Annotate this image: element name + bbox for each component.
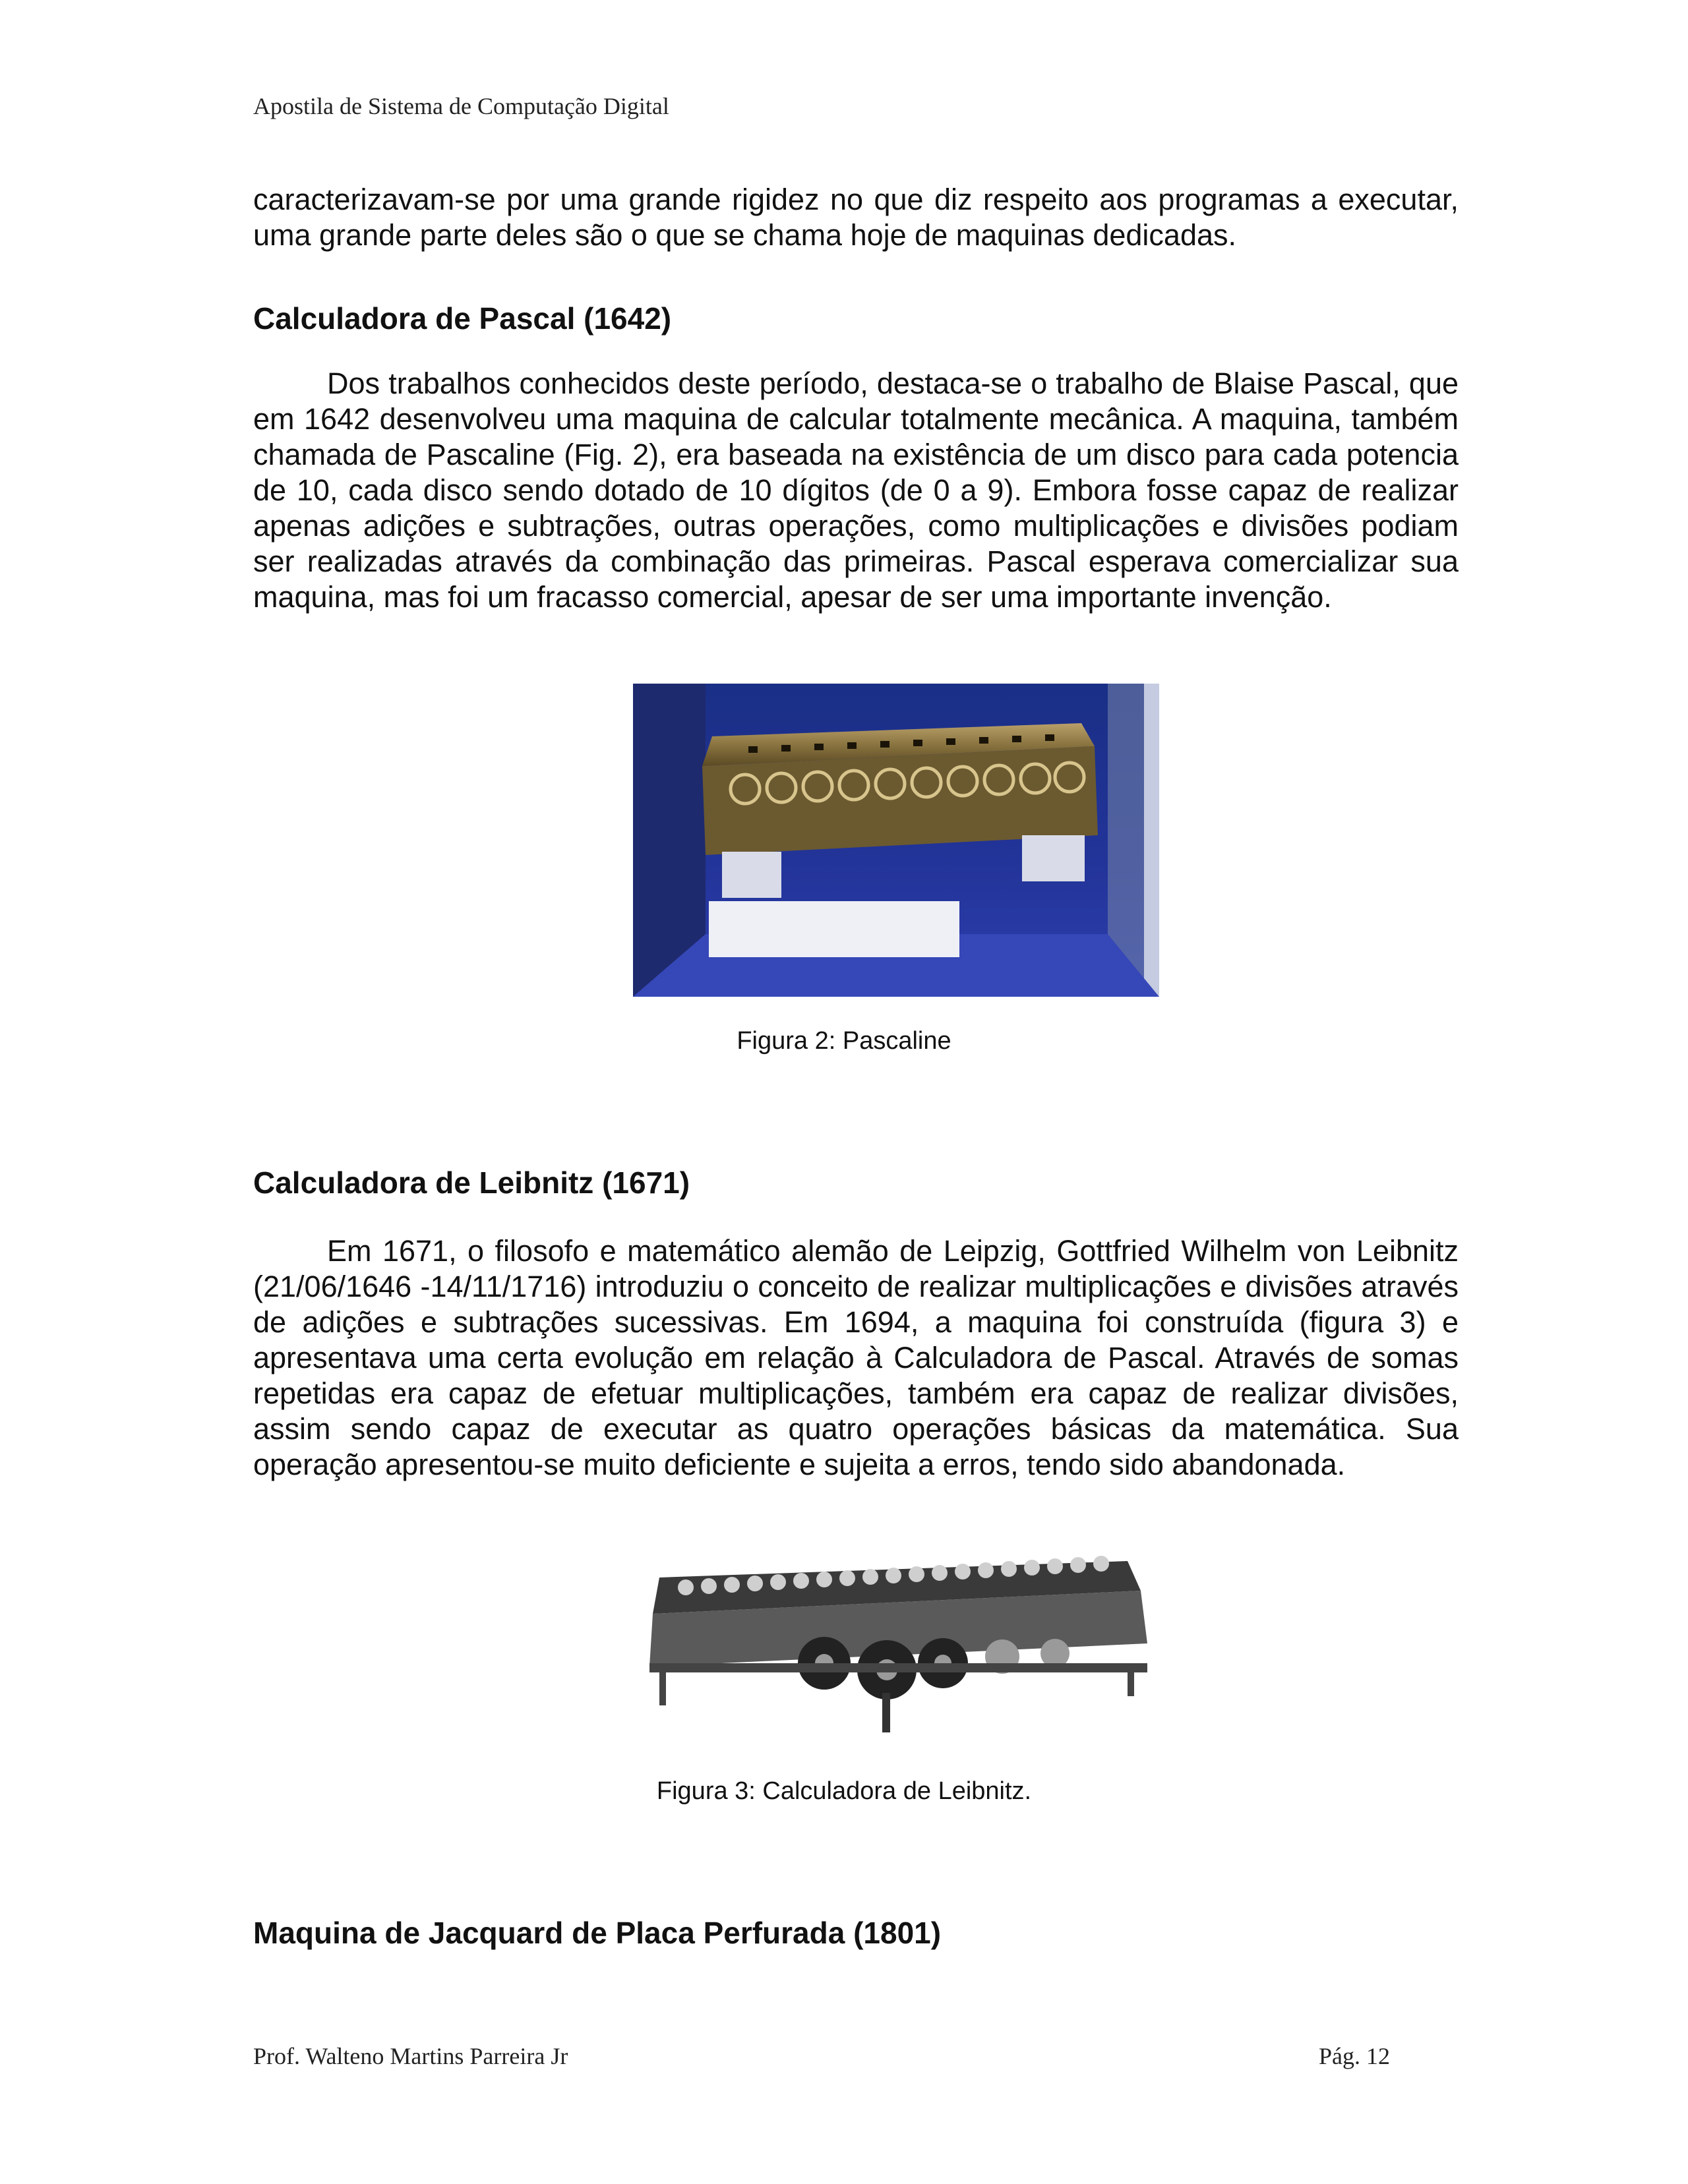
pascaline-photo (633, 684, 1159, 997)
leibnitz-calculator-drawing (633, 1551, 1160, 1742)
intro-paragraph: caracterizavam-se por uma grande rigidez no que diz respeito aos programas a executar, uma grande parte deles são o que se chama hoje de maquinas dedicadas. (253, 183, 1459, 252)
pascal-paragraph: Dos trabalhos conhecidos deste período, destaca-se o trabalho de Blaise Pascal, que em 1642 desenvolveu uma maquina de calcular totalmente mecânica. A maquina, também chamada de Pascaline (Fig. 2), era baseada na existência de um disco para cada potencia de 10, cada disco sendo dotado de 10 dígitos (de 0 a 9). Embora fosse capaz de realizar apenas adições e subtrações, outras operações, como multiplicações e divisões podiam ser realizadas através da combinação das primeiras. Pascal esperava comercializar sua maquina, mas foi um fracasso comercial, apesar de ser uma importante invenção. (253, 367, 1459, 614)
section-heading-leibnitz: Calculadora de Leibnitz (1671) (253, 1166, 690, 1200)
section-heading-pascal: Calculadora de Pascal (1642) (253, 301, 672, 336)
running-header: Apostila de Sistema de Computação Digital (253, 93, 669, 119)
footer-author: Prof. Walteno Martins Parreira Jr (253, 2043, 568, 2069)
figure-3-caption: Figura 3: Calculadora de Leibnitz. (656, 1777, 1032, 1805)
figure-2-caption: Figura 2: Pascaline (737, 1027, 951, 1055)
footer-page-number: Pág. 12 (1319, 2043, 1390, 2069)
section-heading-jacquard: Maquina de Jacquard de Placa Perfurada (1801) (253, 1916, 942, 1950)
leibnitz-paragraph: Em 1671, o filosofo e matemático alemão de Leipzig, Gottfried Wilhelm von Leibnitz (21/06/1646 -14/11/1716) introduziu o conceito de realizar multiplicações e divisões através de adições e subtrações sucessivas. Em 1694, a maquina foi construída (figura 3) e apresentava uma certa evolução em relação à Calculadora de Pascal. Através de somas repetidas era capaz de efetuar multiplicações, também era capaz de realizar divisões, assim sendo capaz de executar as quatro operações básicas da matemática. Sua operação apresentou-se muito deficiente e sujeita a erros, tendo sido abandonada. (253, 1234, 1459, 1481)
